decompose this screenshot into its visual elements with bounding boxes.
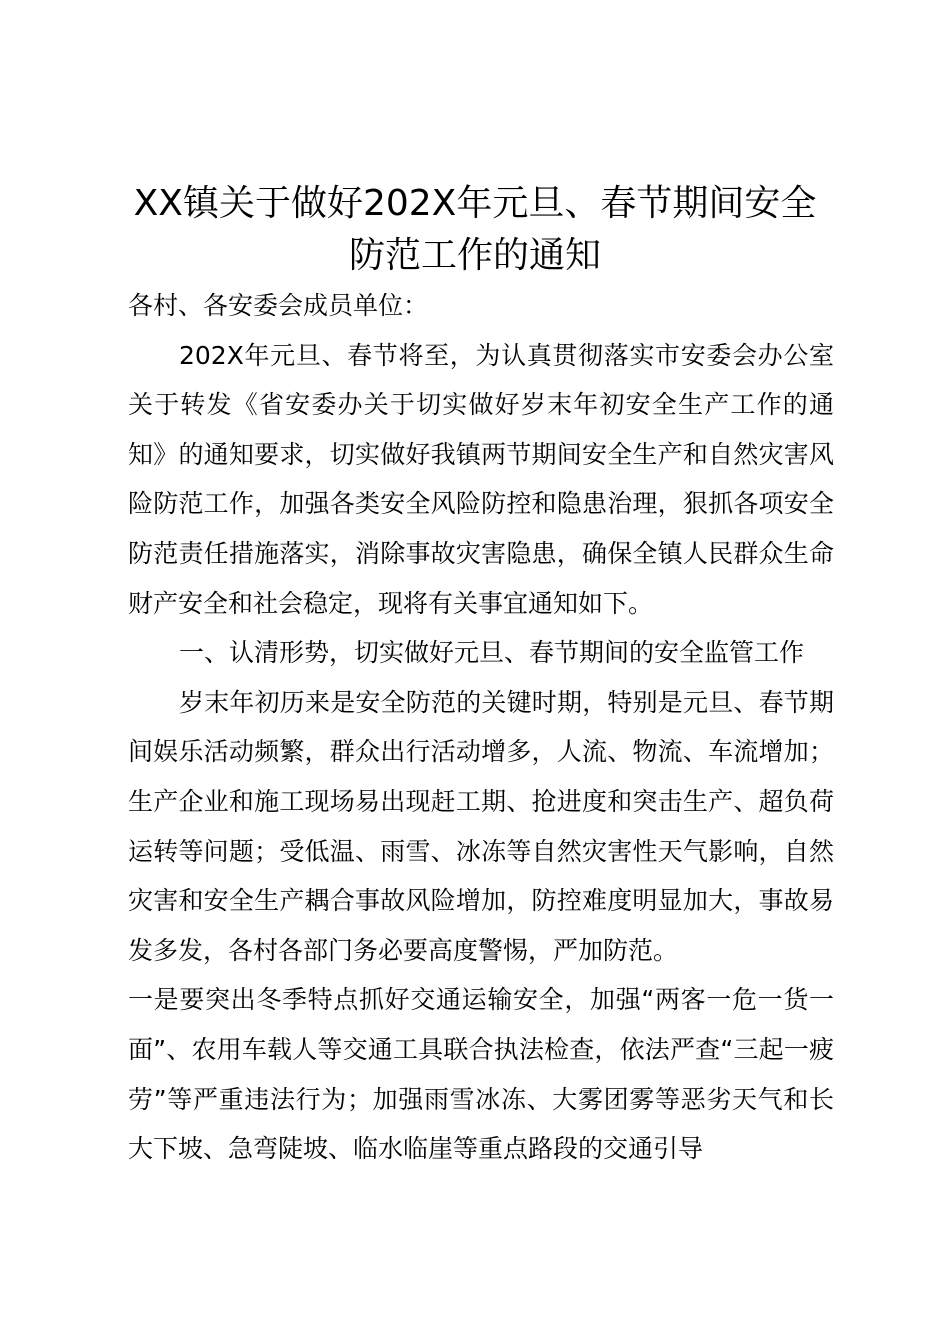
paragraph-intro: 202X年元旦、春节将至，为认真贯彻落实市安委会办公室关于转发《省安委办关于切实做好岁末年初安全生产工作的通知》的通知要求，切实做好我镇两节期间安全生产和自然灾害风险防范工作，加强各类安全风险防控和隐患治理，狠抓各项安全防范责任措施落实，消除事故灾害隐患，确保全镇人民群众生命财产安全和社会稳定，现将有关事宜通知如下。 <box>128 340 834 618</box>
salutation: 各村、各安委会成员单位： <box>128 291 429 320</box>
paragraph-situation: 岁末年初历来是安全防范的关键时期，特别是元旦、春节期间娱乐活动频繁，群众出行活动增多，人流、物流、车流增加；生产企业和施工现场易出现赶工期、抢进度和突击生产、超负荷运转等问题；受低温、雨雪、冰冻等自然灾害性天气影响，自然灾害和安全生产耦合事故风险增加，防控难度明显加大，事故易发多发，各村各部门务必要高度警惕，严加防范。 <box>128 687 834 965</box>
document-body <box>128 281 834 1174</box>
section-heading-1: 一、认清形势，切实做好元旦、春节期间的安全监管工作 <box>179 638 805 668</box>
document-title <box>100 178 850 282</box>
title-line-2: 防范工作的通知 <box>348 235 601 276</box>
title-line-1: XX镇关于做好202X年元旦、春节期间安全 <box>133 183 817 224</box>
paragraph-traffic-safety: 一是要突出冬季特点抓好交通运输安全，加强“两客一危一货一面”、农用车载人等交通工具联合执法检查，依法严查“三起一疲劳”等严重违法行为；加强雨雪冰冻、大雾团雾等恶劣天气和长大下坡、急弯陡坡、临水临崖等重点路段的交通引导 <box>128 985 834 1164</box>
